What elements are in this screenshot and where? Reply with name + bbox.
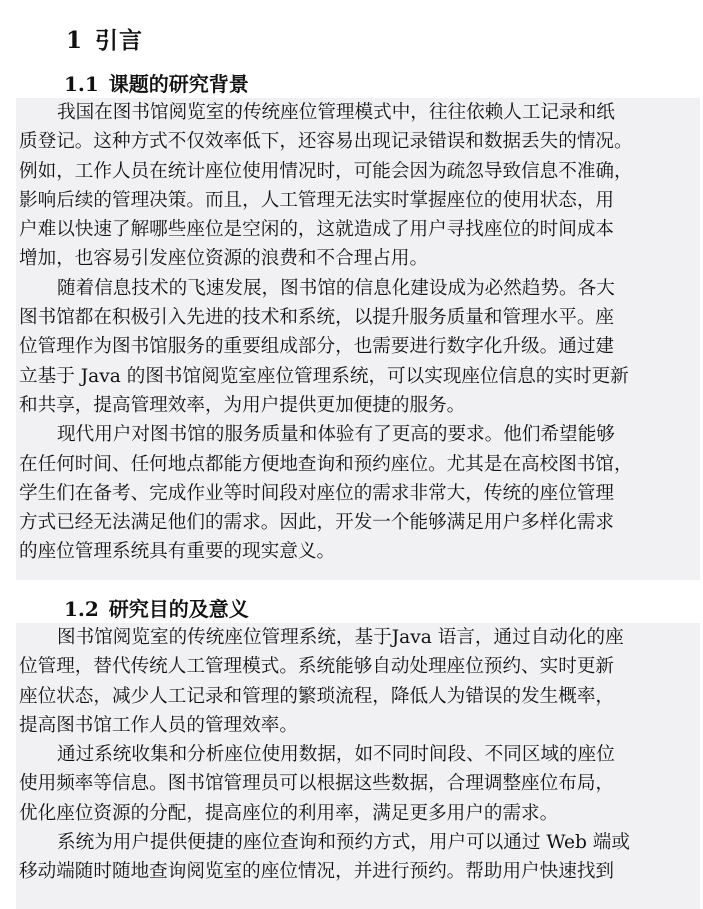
paragraph-line: 现代用户对图书馆的服务质量和体验有了更高的要求。他们希望能够: [57, 424, 615, 446]
paragraph-line: 使用频率等信息。图书馆管理员可以根据这些数据，合理调整座位布局，: [19, 773, 615, 795]
paragraph-line: 和共享，提高管理效率，为用户提供更加便捷的服务。: [19, 394, 466, 416]
subsection-number: 1.1: [64, 72, 99, 96]
paragraph-line: 方式已经无法满足他们的需求。因此，开发一个能够满足用户多样化需求: [19, 512, 615, 534]
paragraph-line: 座位状态，减少人工记录和管理的繁琐流程，降低人为错误的发生概率，: [19, 685, 615, 707]
paragraph-line: 我国在图书馆阅览室的传统座位管理模式中，往往依赖人工记录和纸: [57, 102, 615, 123]
paragraph-line: 例如，工作人员在统计座位使用情况时，可能会因为疏忽导致信息不准确，: [19, 160, 633, 182]
subsection-heading: [64, 593, 249, 622]
subsection-heading: [64, 68, 249, 97]
subsection-title: 课题的研究背景: [108, 72, 249, 96]
paragraph-line: 图书馆阅览室的传统座位管理系统，基于Java 语言，通过自动化的座: [57, 627, 624, 648]
section-heading: [66, 22, 143, 55]
subsection-title: 研究目的及意义: [108, 597, 249, 621]
paragraph-line: 学生们在备考、完成作业等时间段对座位的需求非常大，传统的座位管理: [19, 482, 615, 504]
paragraph-line: 质登记。这种方式不仅效率低下，还容易出现记录错误和数据丢失的情况。: [19, 131, 633, 153]
paragraph-line: 立基于 Java 的图书馆阅览室座位管理系统，可以实现座位信息的实时更新: [19, 365, 629, 387]
paragraph-line: 系统为用户提供便捷的座位查询和预约方式，用户可以通过 Web 端或: [57, 832, 630, 854]
paragraph-line: 增加，也容易引发座位资源的浪费和不合理占用。: [19, 248, 429, 270]
paragraph-line: 影响后续的管理决策。而且，人工管理无法实时掌握座位的使用状态，用: [19, 189, 615, 211]
paragraph-line: 在任何时间、任何地点都能方便地查询和预约座位。尤其是在高校图书馆，: [19, 453, 633, 475]
paragraph-line: 随着信息技术的飞速发展，图书馆的信息化建设成为必然趋势。各大: [57, 277, 615, 299]
paragraph-line: 提高图书馆工作人员的管理效率。: [19, 714, 298, 736]
section-number: 1: [66, 27, 84, 54]
paragraph-line: 的座位管理系统具有重要的现实意义。: [19, 541, 336, 563]
paragraph-line: 图书馆都在积极引入先进的技术和系统，以提升服务质量和管理水平。座: [19, 307, 615, 329]
paragraph-line: 位管理作为图书馆服务的重要组成部分，也需要进行数字化升级。通过建: [19, 336, 615, 358]
section-title: 引言: [95, 27, 144, 54]
paragraph-line: 移动端随时随地查询阅览室的座位情况，并进行预约。帮助用户快速找到: [19, 861, 615, 883]
paragraph-line: 位管理，替代传统人工管理模式。系统能够自动处理座位预约、实时更新: [19, 656, 615, 678]
paragraph-line: 通过系统收集和分析座位使用数据，如不同时间段、不同区域的座位: [57, 744, 615, 766]
paragraph-line: 户难以快速了解哪些座位是空闲的，这就造成了用户寻找座位的时间成本: [19, 219, 615, 241]
paragraph-line: 优化座位资源的分配，提高座位的利用率，满足更多用户的需求。: [19, 802, 559, 824]
body-text-block: [19, 623, 703, 887]
body-text-block: [19, 98, 703, 567]
subsection-number: 1.2: [64, 597, 99, 621]
